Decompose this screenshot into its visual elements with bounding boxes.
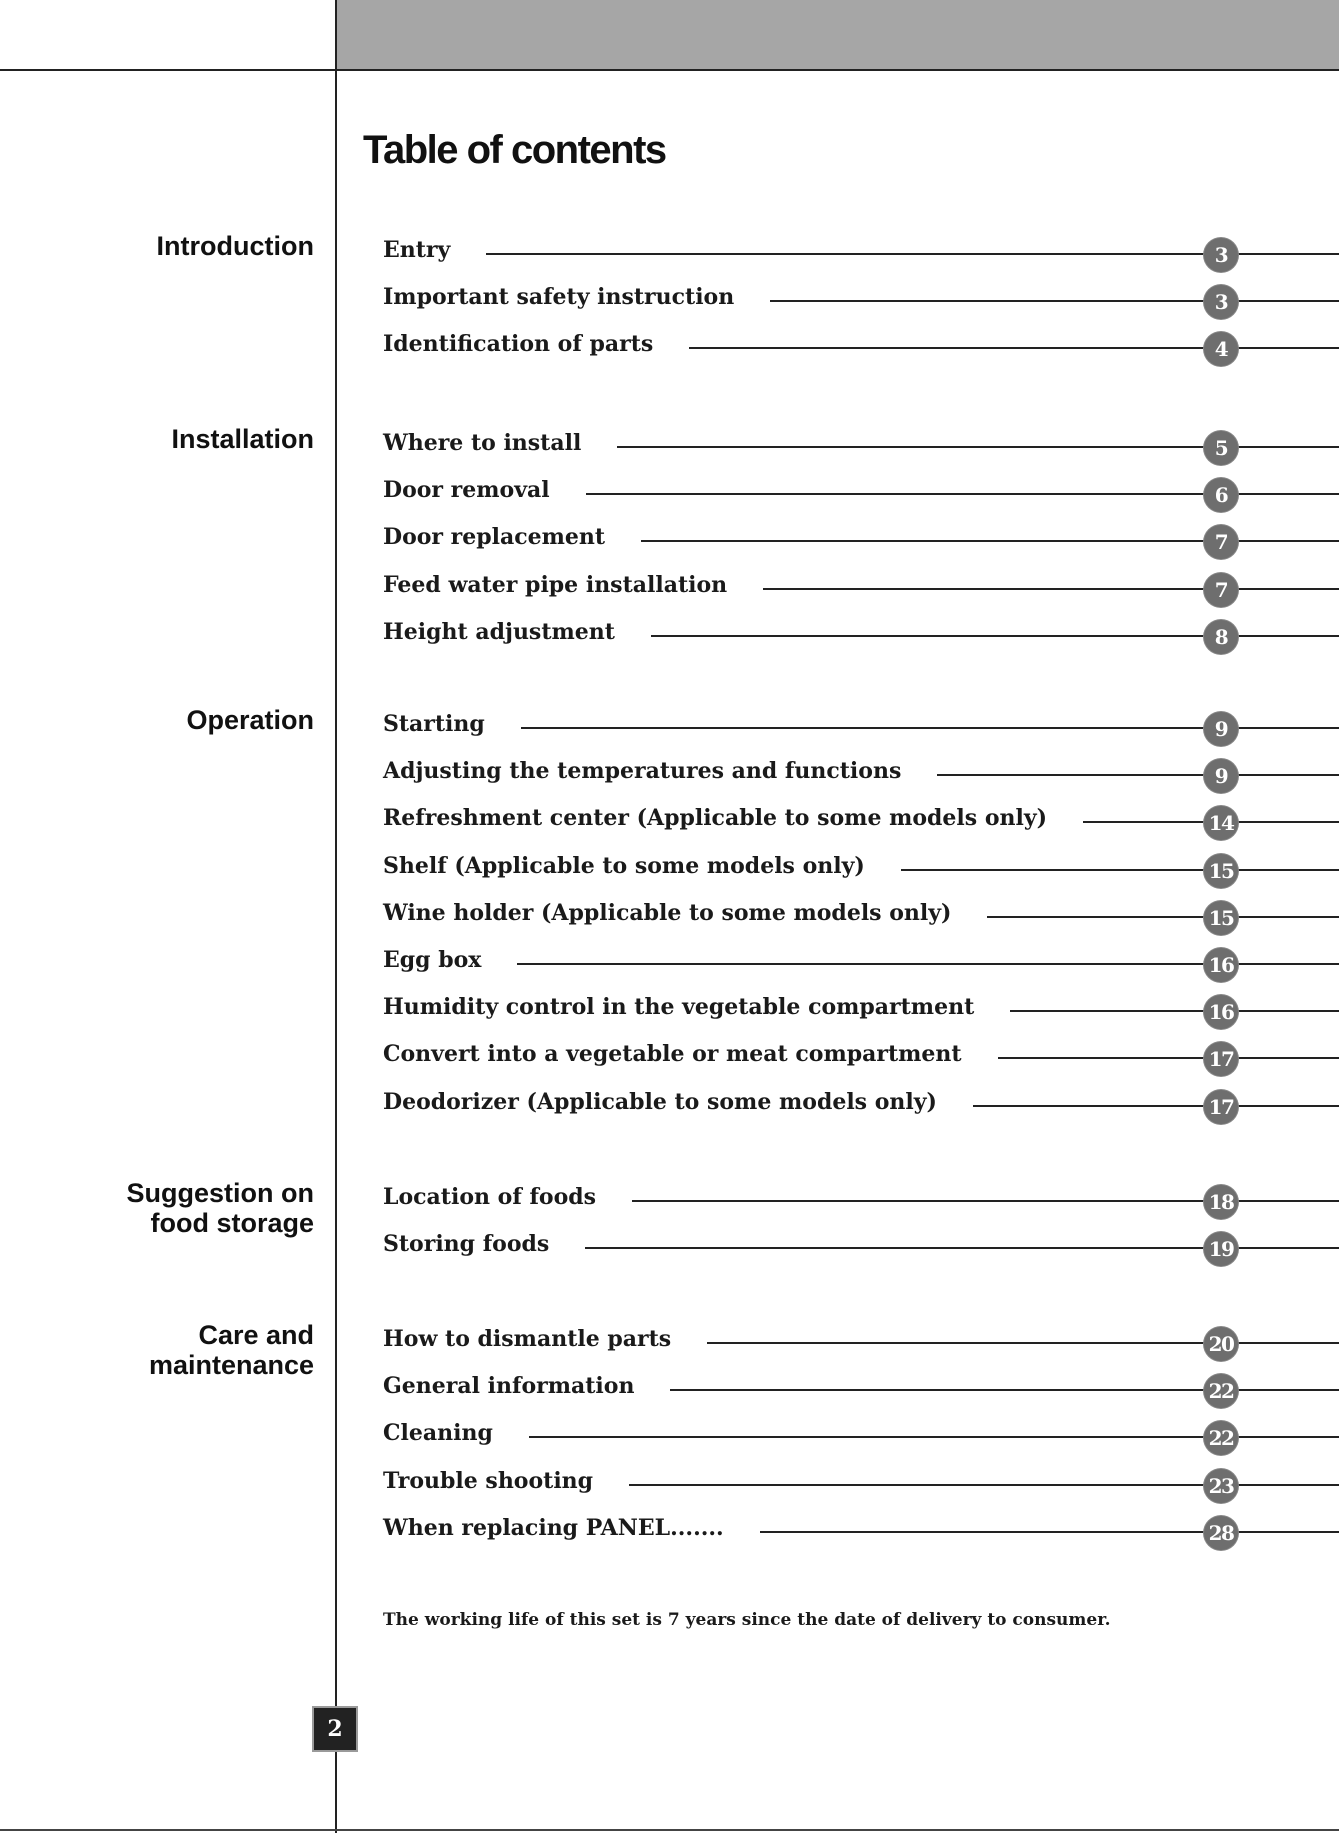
header-rule [0, 69, 1339, 71]
toc-entry[interactable] [383, 235, 1339, 265]
toc-entry[interactable] [383, 803, 1339, 836]
toc-entry[interactable] [383, 1182, 1339, 1212]
toc-entry[interactable] [383, 898, 1339, 928]
page-number-badge: 3 [1204, 285, 1238, 319]
page-number-badge: 16 [1204, 995, 1238, 1029]
leader-line [770, 300, 1339, 302]
footer-rule [0, 1829, 1339, 1831]
leader-line [760, 1531, 1339, 1533]
page-number-badge: 22 [1204, 1421, 1238, 1455]
leader-line [998, 1057, 1339, 1059]
toc-entry-label: Entry [383, 235, 464, 265]
toc-entry[interactable] [383, 1229, 1339, 1262]
page-number-badge: 17 [1204, 1042, 1238, 1076]
toc-entry-label: Humidity control in the vegetable compartment [383, 992, 988, 1022]
leader-line [937, 774, 1339, 776]
toc-entry[interactable] [383, 992, 1339, 1025]
page-number-badge: 8 [1204, 620, 1238, 654]
page-number-badge: 23 [1204, 1469, 1238, 1503]
page-number-badge: 3 [1204, 238, 1238, 272]
page-title: Table of contents [363, 128, 666, 172]
leader-line [707, 1342, 1339, 1344]
toc-entry-label: Wine holder (Applicable to some models only) [383, 898, 965, 928]
toc-entry[interactable] [383, 1466, 1339, 1496]
toc-entry[interactable] [383, 756, 1339, 789]
toc-entry-label: Feed water pipe installation [383, 570, 741, 600]
page-number-badge: 9 [1204, 759, 1238, 793]
toc-entry[interactable] [383, 428, 1339, 458]
toc-entry[interactable] [383, 945, 1339, 975]
toc-entry-label: Adjusting the temperatures and functions [383, 756, 915, 786]
page-number-badge: 22 [1204, 1374, 1238, 1408]
page-number-badge: 20 [1204, 1327, 1238, 1361]
toc-entry-label: Refreshment center (Applicable to some models only) [383, 803, 1061, 833]
page-number-badge: 15 [1204, 854, 1238, 888]
page-number-badge: 28 [1204, 1516, 1238, 1550]
toc-entry-label: Starting [383, 709, 499, 739]
toc-entry-label: Egg box [383, 945, 495, 975]
toc-entry-label: Door removal [383, 475, 564, 505]
toc-entry[interactable] [383, 522, 1339, 555]
section-title: Introduction [156, 231, 314, 261]
page-number-badge: 4 [1204, 332, 1238, 366]
toc-entry-label: Height adjustment [383, 617, 629, 647]
toc-entry-label: Shelf (Applicable to some models only) [383, 851, 879, 881]
leader-line [763, 588, 1339, 590]
toc-entry-label: Convert into a vegetable or meat compartment [383, 1039, 976, 1069]
toc-entry[interactable] [383, 617, 1339, 647]
toc-entry[interactable] [383, 1513, 1339, 1543]
page-number-badge: 18 [1204, 1185, 1238, 1219]
page-number-badge: 16 [1204, 948, 1238, 982]
toc-entry[interactable] [383, 282, 1339, 315]
toc-entry[interactable] [383, 475, 1339, 508]
page-number-badge: 19 [1204, 1232, 1238, 1266]
leader-line [973, 1105, 1339, 1107]
toc-entry-label: General information [383, 1371, 648, 1401]
toc-entry-label: Cleaning [383, 1418, 507, 1448]
header-band [336, 0, 1339, 69]
leader-line [901, 869, 1339, 871]
page-number-badge: 6 [1204, 478, 1238, 512]
toc-entry-label: Location of foods [383, 1182, 610, 1212]
toc-entry-label: When replacing PANEL....... [383, 1513, 738, 1543]
leader-line [670, 1389, 1339, 1391]
page-number-badge: 17 [1204, 1090, 1238, 1124]
toc-entry-label: How to dismantle parts [383, 1324, 685, 1354]
toc-entry[interactable] [383, 1324, 1339, 1354]
margin-rule [335, 0, 337, 1833]
leader-line [1010, 1010, 1339, 1012]
toc-entry-label: Storing foods [383, 1229, 563, 1259]
toc-entry-label: Important safety instruction [383, 282, 748, 312]
toc-entry-label: Deodorizer (Applicable to some models only) [383, 1087, 951, 1117]
toc-entry-label: Door replacement [383, 522, 619, 552]
toc-entry[interactable] [383, 851, 1339, 881]
page-number-badge: 5 [1204, 431, 1238, 465]
page-number-badge: 15 [1204, 901, 1238, 935]
section-title: Suggestion on food storage [126, 1178, 314, 1238]
section-title: Care and maintenance [148, 1320, 314, 1380]
page-number: 2 [312, 1706, 358, 1752]
working-life-note: The working life of this set is 7 years since the date of delivery to consumer. [383, 1610, 1111, 1630]
section-title: Installation [171, 424, 314, 454]
page-number-badge: 7 [1204, 573, 1238, 607]
leader-line [987, 916, 1339, 918]
toc-entry[interactable] [383, 1371, 1339, 1404]
toc-entry-label: Where to install [383, 428, 595, 458]
page-number-badge: 9 [1204, 712, 1238, 746]
toc-entry-label: Identification of parts [383, 329, 667, 359]
toc-entry[interactable] [383, 1087, 1339, 1117]
page-number-badge: 14 [1204, 806, 1238, 840]
toc-entry[interactable] [383, 570, 1339, 600]
leader-line [689, 347, 1339, 349]
toc-entry[interactable] [383, 1039, 1339, 1072]
toc-entry[interactable] [383, 329, 1339, 362]
toc-entry[interactable] [383, 709, 1339, 739]
toc-entry-label: Trouble shooting [383, 1466, 607, 1496]
page-number-badge: 7 [1204, 525, 1238, 559]
toc-entry[interactable] [383, 1418, 1339, 1451]
section-title: Operation [186, 705, 314, 735]
